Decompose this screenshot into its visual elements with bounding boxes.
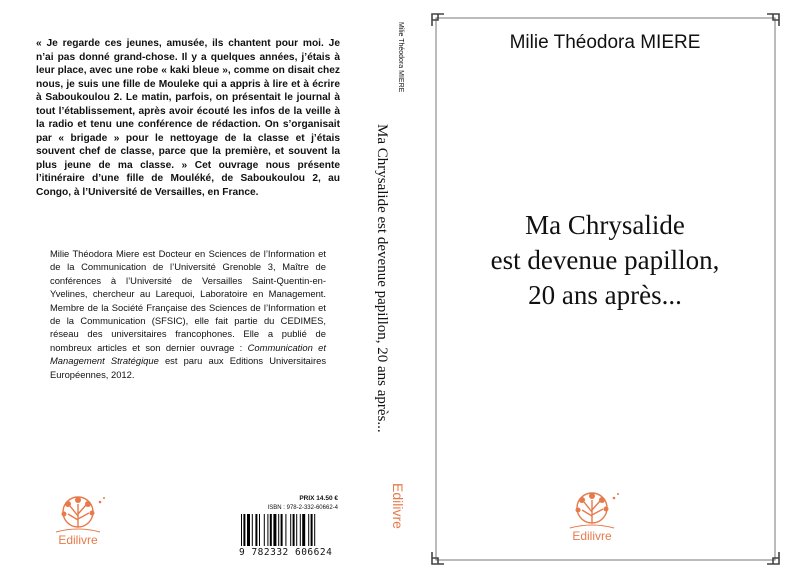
svg-text:Edilivre: Edilivre (390, 483, 406, 529)
barcode-bar (270, 514, 272, 546)
barcode-bar (296, 514, 297, 546)
svg-text:Edilivre: Edilivre (58, 533, 98, 547)
back-cover (0, 0, 368, 578)
spine-publisher-logo-icon (387, 481, 409, 559)
barcode-icon (240, 514, 340, 546)
barcode-bar (264, 514, 265, 546)
price-label: PRIX 14.50 € (299, 495, 338, 502)
front-author: Milie Théodora MIERE (509, 32, 701, 53)
barcode-bar (293, 514, 295, 546)
svg-text:Edilivre: Edilivre (572, 529, 612, 543)
ean-number: 9 782332 606624 (239, 547, 333, 558)
barcode-bar (273, 514, 276, 546)
barcode-bar (252, 514, 253, 546)
barcode-bar (285, 514, 286, 546)
barcode-bar (278, 514, 279, 546)
barcode-bar (247, 514, 250, 546)
front-title (432, 208, 778, 313)
bio-book-title: Communication et Management Stratégique (50, 341, 326, 367)
edilivre-logo-icon (38, 492, 118, 554)
spine-author: Milie Théodora MIERE (397, 22, 404, 93)
barcode-bar (255, 514, 257, 546)
barcode-bar (281, 514, 283, 546)
front-title-line-2: est devenue papillon, (490, 245, 720, 275)
isbn-label: ISBN : 978-2-332-60662-4 (267, 505, 338, 511)
barcode-block (236, 495, 340, 560)
barcode-bar (267, 514, 268, 546)
barcode-bar (311, 514, 313, 546)
bio-text-end: est paru aux Editions Universitaires Européennes, 2012. (50, 355, 327, 380)
back-blurb: « Je regarde ces jeunes, amusée, ils chantent pour moi. Je n’ai pas donné grand-chose. Il y a quelques années, j’étais à leur place, avec une robe « kaki bleue », comme on disait chez nous, je suis une fille de Mouleke qui a appris à lire et à écrire à Saboukoulou 2. Le matin, parfois, on présentait le journal à tout l’établissement, après avoir écouté les infos de la veille à la radio et tenu une conférence de rédaction. On s’organisait par « brigade » pour le nettoyage de la classe et j’étais souvent chef de classe, parce que la première, et souvent la plus jeune de ma classe. » Cet ouvrage nous présente l’itinéraire d’une fille de Mouléké, de Saboukoulou 2, au Congo, à l’Université de Versailles, en France. (36, 38, 340, 199)
bio-text: Milie Théodora Miere est Docteur en Sciences de l’Information et de la Communication de l’Université Grenoble 3, Maître de conférences à l’Université de Versailles Saint-Quentin-en-Yvelines, chercheur au Larequoi, Laboratoire en Management. Membre de la Société Française des Sciences de l’Information et de la Communication (SFSIC), elle fait partie du CEDIMES, réseau des universitaires francophones. Elle a publié de nombreux articles et son dernier ouvrage : (50, 248, 326, 353)
barcode-bar (259, 514, 260, 546)
barcode-bar (290, 514, 291, 546)
front-title-line-1: Ma Chrysalide (525, 210, 685, 240)
front-edilivre-logo-icon (552, 488, 632, 550)
barcode-bar (314, 514, 315, 546)
spine-title: Ma Chrysalide est devenue papillon, 20 ans après... (374, 124, 390, 433)
barcode-bar (241, 514, 242, 546)
barcode-bar (300, 514, 301, 546)
barcode-bar (308, 514, 309, 546)
author-bio (50, 247, 326, 381)
barcode-bar (302, 514, 305, 546)
barcode-bar (243, 514, 245, 546)
front-title-line-3: 20 ans après... (528, 280, 682, 310)
